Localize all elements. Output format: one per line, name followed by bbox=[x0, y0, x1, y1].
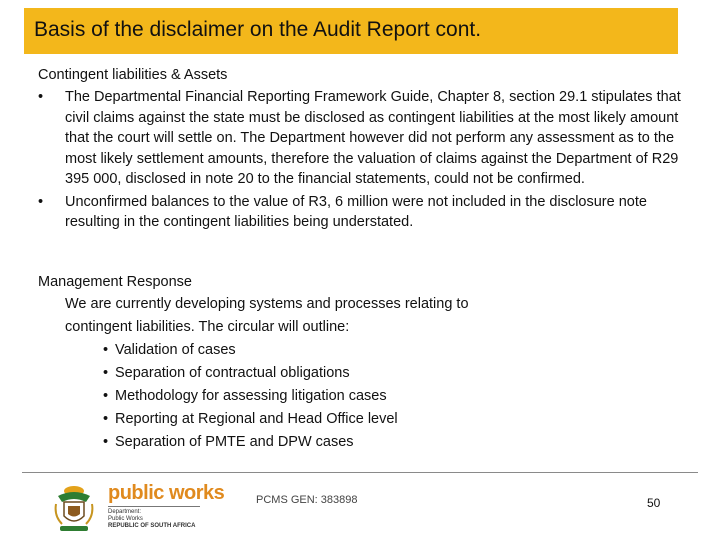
bullet-dot: • bbox=[38, 89, 44, 105]
contingent-bullet-list bbox=[38, 87, 688, 235]
management-paragraph: We are currently developing systems and processes relating to contingent liabilities. The circular will outline: bbox=[65, 296, 469, 335]
coat-of-arms-icon bbox=[50, 482, 98, 534]
list-item bbox=[38, 192, 688, 233]
item-text: Methodology for assessing litigation cases bbox=[115, 388, 387, 404]
brand-rule bbox=[108, 506, 200, 507]
list-item bbox=[103, 385, 398, 408]
bullet-dot: • bbox=[103, 365, 109, 381]
bullet-dot: • bbox=[103, 388, 109, 404]
brand-name: public works bbox=[108, 482, 225, 504]
document-code: PCMS GEN: 383898 bbox=[256, 494, 358, 506]
brand-line: Department: bbox=[108, 509, 142, 515]
list-item bbox=[103, 339, 398, 362]
list-item bbox=[38, 87, 688, 190]
item-text: Reporting at Regional and Head Office level bbox=[115, 411, 398, 427]
bullet-dot: • bbox=[103, 434, 109, 450]
brand-line: REPUBLIC OF SOUTH AFRICA bbox=[108, 523, 196, 529]
contingent-heading: Contingent liabilities & Assets bbox=[38, 67, 228, 83]
slide-title: Basis of the disclaimer on the Audit Report cont. bbox=[34, 18, 482, 41]
title-bar bbox=[24, 8, 678, 54]
bullet-text: The Departmental Financial Reporting Framework Guide, Chapter 8, section 29.1 stipulates that civil claims against the state must be disclosed as contingent liabilities at the most likely amount that the court will settle on. The Department however did not perform any assessment as to the most likely settlement amounts, therefore the valuation of claims against the Department of R29 395 000, disclosed in note 20 to the financial statements, could not be confirmed. bbox=[65, 89, 681, 187]
list-item bbox=[103, 362, 398, 385]
department-logo bbox=[50, 482, 225, 534]
management-list bbox=[103, 339, 398, 454]
bullet-dot: • bbox=[103, 411, 109, 427]
item-text: Validation of cases bbox=[115, 342, 236, 358]
footer-divider bbox=[22, 472, 698, 473]
item-text: Separation of PMTE and DPW cases bbox=[115, 434, 354, 450]
bullet-dot: • bbox=[103, 342, 109, 358]
list-item bbox=[103, 408, 398, 431]
item-text: Separation of contractual obligations bbox=[115, 365, 350, 381]
bullet-dot: • bbox=[38, 193, 44, 210]
brand-line: Public Works bbox=[108, 516, 143, 522]
bullet-text: Unconfirmed balances to the value of R3, 6 million were not included in the disclosure note resulting in the contingent liabilities being understated. bbox=[65, 193, 647, 230]
page-number: 50 bbox=[647, 496, 661, 510]
management-heading: Management Response bbox=[38, 274, 192, 290]
list-item bbox=[103, 431, 398, 454]
